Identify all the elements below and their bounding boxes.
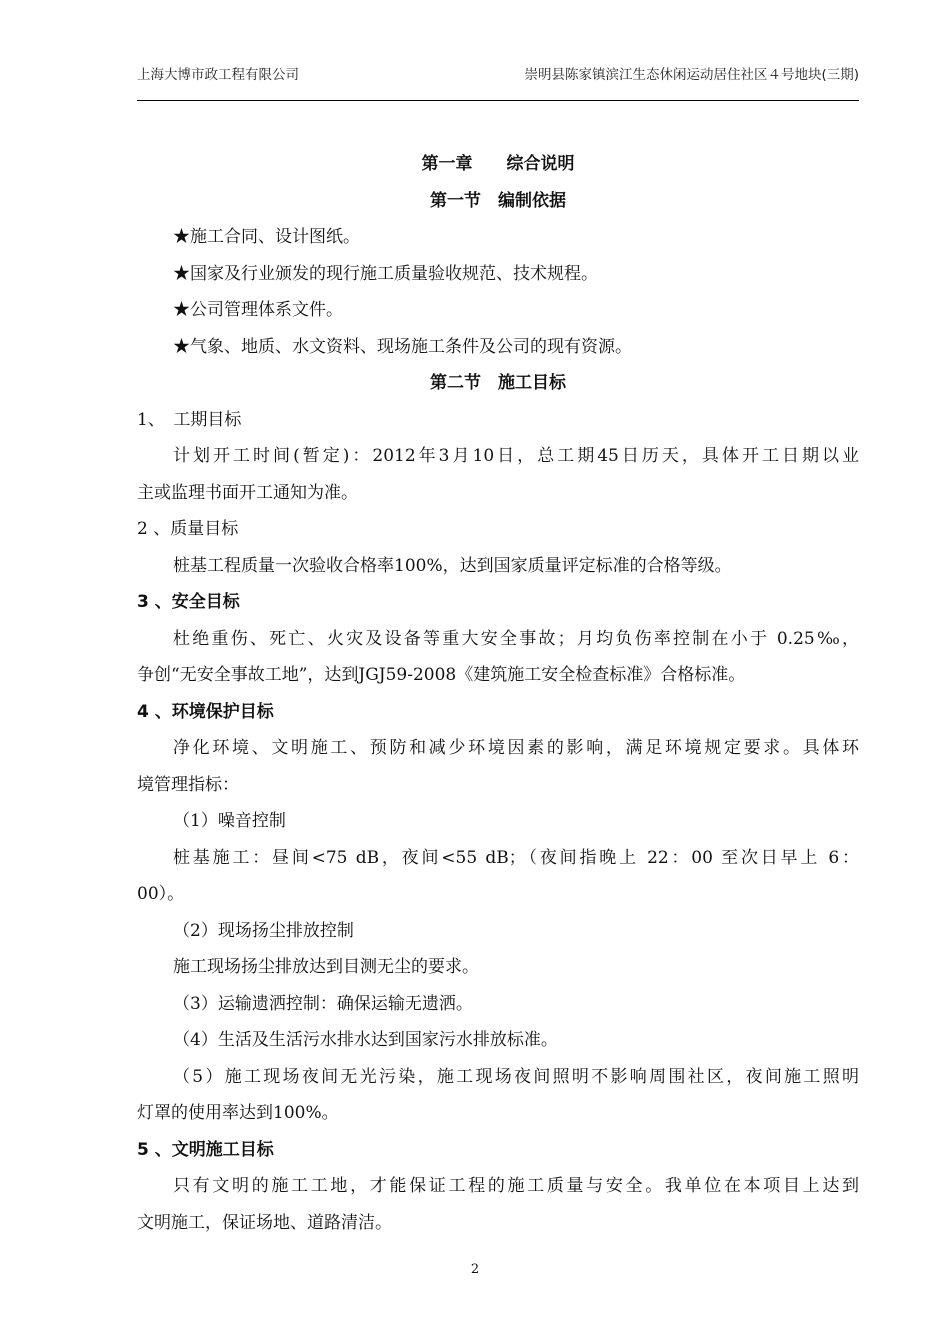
noise-control-title: （1）噪音控制	[173, 811, 286, 831]
goal-2-heading: 2 、质量目标	[137, 519, 239, 539]
header-project-name: 崇明县陈家镇滨江生态休闲运动居住社区４号地块(三期)	[524, 67, 859, 83]
goal-5-text-line-1: 只有文明的施工工地，才能保证工程的施工质量与安全。我单位在本项目上达到	[173, 1176, 859, 1196]
basis-item: ★气象、地质、水文资料、现场施工条件及公司的现有资源。	[173, 336, 632, 357]
light-pollution-line-1: （5）施工现场夜间无光污染，施工现场夜间照明不影响周围社区，夜间施工照明	[173, 1066, 859, 1087]
document-body	[137, 146, 859, 1241]
goal-4-text-line-2: 境管理指标：	[137, 774, 239, 795]
goal-4-heading: 4 、环境保护目标	[137, 701, 274, 722]
section-1-title: 第一节 编制依据	[430, 190, 566, 211]
basis-item: ★施工合同、设计图纸。	[173, 227, 360, 247]
dust-control-text: 施工现场扬尘排放达到目测无尘的要求。	[173, 957, 479, 977]
goal-5-heading: 5 、文明施工目标	[137, 1139, 274, 1160]
dust-control-title: （2）现场扬尘排放控制	[173, 920, 354, 941]
goal-3-text-line-2: 争创“无安全事故工地”，达到JGJ59-2008《建筑施工安全检查标准》合格标准。	[137, 665, 746, 685]
goal-1-text-line-2: 主或监理书面开工通知为准。	[137, 482, 358, 503]
goal-3-text-line-1: 杜绝重伤、死亡、火灾及设备等重大安全事故；月均负伤率控制在小于 0.25‰，	[173, 628, 859, 649]
page-number: 2	[470, 1262, 480, 1277]
goal-1-heading: 1、 工期目标	[137, 409, 242, 430]
noise-control-line-1: 桩基施工：昼间<75 dB，夜间<55 dB；（夜间指晚上 22：00 至次日早上 6：	[173, 847, 859, 868]
basis-item: ★国家及行业颁发的现行施工质量验收规范、技术规程。	[173, 263, 598, 284]
light-pollution-line-2: 灯罩的使用率达到100%。	[137, 1103, 339, 1123]
page-header	[137, 66, 859, 101]
goal-2-text: 桩基工程质量一次验收合格率100%，达到国家质量评定标准的合格等级。	[173, 555, 732, 576]
sewage-control: （4）生活及生活污水排水达到国家污水排放标准。	[173, 1030, 558, 1050]
goal-5-text-line-2: 文明施工，保证场地、道路清洁。	[137, 1212, 392, 1233]
noise-control-line-2: 00）。	[137, 884, 185, 904]
goal-3-heading: 3 、安全目标	[137, 592, 240, 612]
basis-item: ★公司管理体系文件。	[173, 300, 343, 320]
transport-spill-control: （3）运输遗洒控制：确保运输无遗洒。	[173, 993, 473, 1014]
goal-1-text-line-1: 计划开工时间(暂定)：2012年3月10日，总工期45日历天，具体开工日期以业	[173, 446, 859, 466]
goal-4-text-line-1: 净化环境、文明施工、预防和减少环境因素的影响，满足环境规定要求。具体环	[173, 738, 859, 758]
chapter-title: 第一章 综合说明	[421, 154, 575, 174]
section-2-title: 第二节 施工目标	[430, 373, 566, 393]
header-company-name: 上海大博市政工程有限公司	[137, 67, 299, 83]
